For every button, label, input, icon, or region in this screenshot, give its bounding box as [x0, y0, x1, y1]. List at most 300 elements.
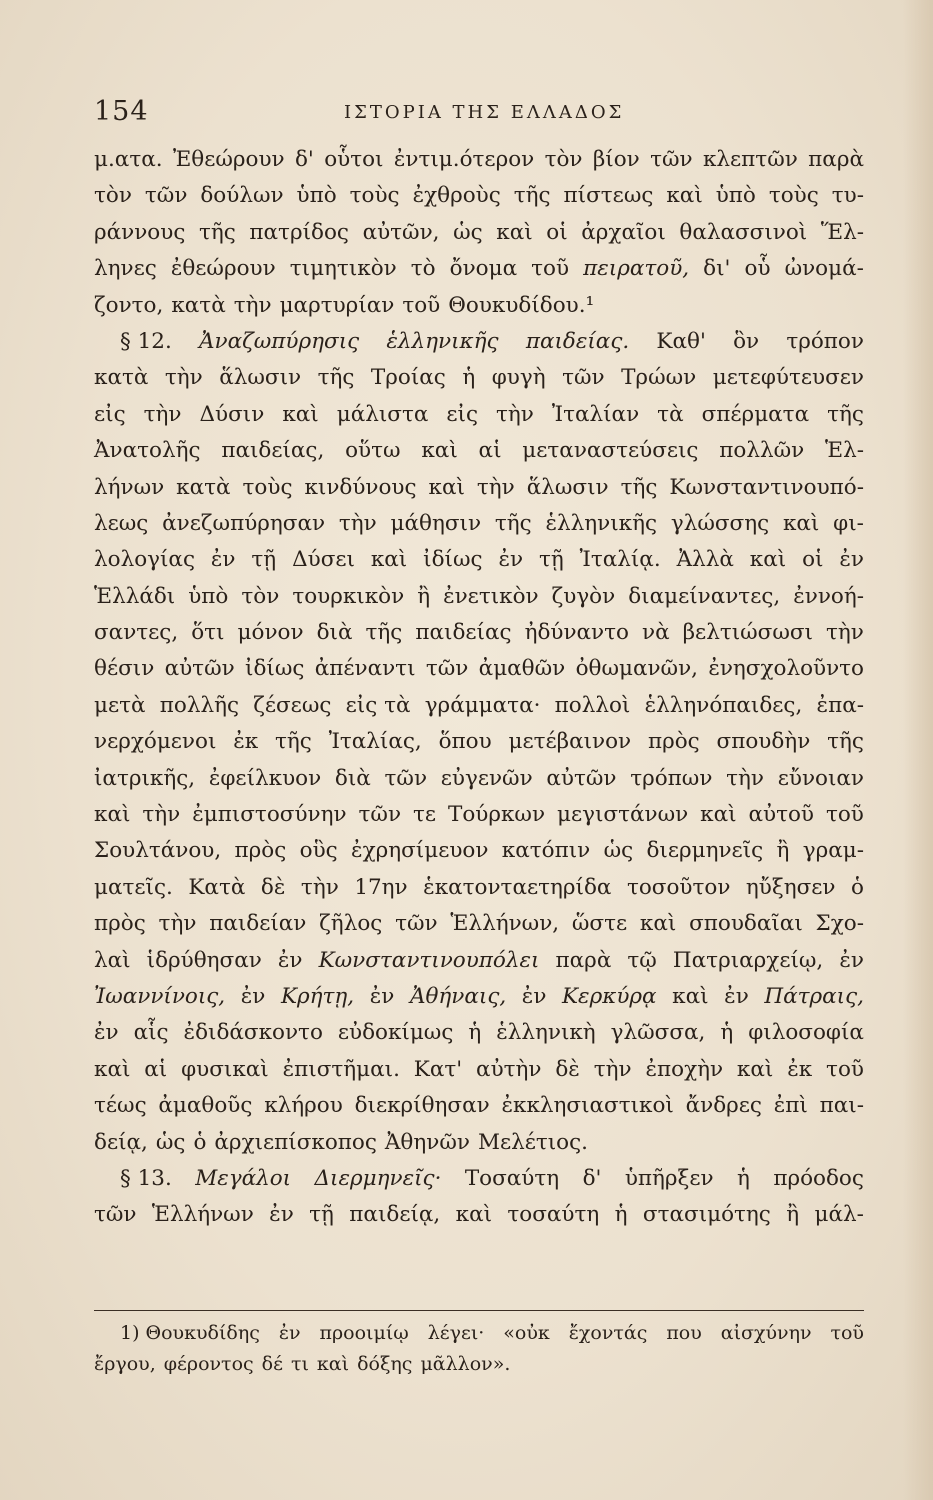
word: διερμηνεῖς [646, 838, 764, 864]
word: Κατ' [413, 1056, 463, 1082]
word: Διερμηνεῖς· [314, 1165, 442, 1191]
word: ὠνομά- [784, 256, 864, 282]
word: τέως [94, 1093, 147, 1119]
word: μάλιστα [336, 401, 429, 427]
word: ὁ [851, 874, 864, 900]
word: ἑλληνικὴ [496, 1020, 596, 1046]
word: πίστεως [563, 183, 654, 209]
word: ὀθωμανῶν, [575, 656, 698, 682]
word: ἀπέναντι [314, 656, 416, 682]
word: ἔχοντάς [568, 1322, 648, 1344]
word: ἐν [240, 983, 266, 1009]
word: ἐν [839, 947, 864, 973]
word: λέγει· [427, 1322, 485, 1344]
word: αἱ [144, 1056, 168, 1082]
word: 17ην [354, 874, 408, 900]
word: μάλ- [814, 1202, 864, 1228]
word: εἰς [446, 401, 478, 427]
word: ζυγὸν [551, 583, 616, 609]
text-line [94, 579, 864, 615]
text-line [94, 433, 864, 469]
word: τὴν [300, 874, 339, 900]
word: ματεῖς. [94, 874, 173, 900]
word: οὗ [744, 256, 771, 282]
word: μαρτυρίαν [279, 292, 395, 318]
word: τὴν [233, 292, 272, 318]
word: δείᾳ, [94, 1129, 148, 1155]
word: τὸν [94, 183, 132, 209]
word: τουρκικὸν [292, 583, 405, 609]
word: κατόπιν [501, 838, 591, 864]
word: τῶν [425, 656, 469, 682]
word: μ.ατα. [94, 147, 163, 172]
word: ἐχρησίμευον [351, 838, 489, 864]
word: δέ [261, 1353, 283, 1375]
word: δὲ [260, 874, 286, 900]
page-edge-shadow [903, 0, 933, 1500]
word: οὓς [299, 838, 338, 864]
word: διὰ [316, 620, 353, 646]
word: λήνων [94, 474, 165, 500]
text-line [94, 797, 864, 833]
word: ζῆλος [319, 911, 383, 937]
word: ἀμαθῶν [478, 656, 566, 682]
word: πολλῶν [719, 438, 805, 464]
word: στασιμότης [642, 1202, 771, 1228]
word: ἑλληνικῆς [545, 510, 658, 536]
word: παρὰ [808, 147, 864, 172]
word: οἱ [802, 547, 824, 573]
word: Ἀναζωπύρησις [199, 328, 360, 354]
word: σπουδαῖαι [689, 911, 803, 937]
word: Δύσιν [199, 401, 265, 427]
word: ἐδιδάσκοντο [183, 1020, 323, 1046]
text-line [94, 288, 864, 324]
word: τῆς [827, 729, 864, 755]
word: ἄνδρες [685, 1093, 762, 1119]
word: τῇ [251, 547, 277, 573]
word: τυ- [831, 183, 864, 209]
word: πρὸς [647, 729, 700, 755]
word: ἐποχὴν [645, 1056, 724, 1082]
word: τὴν [164, 365, 203, 391]
word: νερχόμενοι [94, 729, 217, 755]
word: ὅπου [438, 729, 492, 755]
word: μᾶλλον». [420, 1353, 511, 1375]
word: ἐν [278, 1322, 301, 1344]
word: τοὺς [768, 183, 819, 209]
word: Κωνσταντινουπό- [669, 474, 864, 500]
word: λεως [94, 510, 149, 536]
word: κλήρου [264, 1093, 343, 1119]
word: προοιμίῳ [319, 1322, 409, 1344]
word: Ἰταλίας, [328, 729, 422, 755]
word: «οὐκ [503, 1322, 550, 1344]
word: ἐν [724, 983, 749, 1009]
word: ὑπῆρξεν [624, 1165, 714, 1191]
word: γραμ- [802, 838, 864, 864]
text-line [94, 324, 864, 360]
word: λαὶ [94, 947, 131, 973]
word: ὑπὸ [296, 183, 337, 209]
word: τῷ [627, 947, 657, 973]
word: τοὺς [242, 474, 293, 500]
word: θαλασσινοὶ [679, 219, 808, 245]
word: § 12. [120, 328, 172, 354]
word: Ἀθηνῶν [384, 1129, 470, 1155]
word: Ἀθήναις, [409, 983, 507, 1009]
word: ἐννοή- [793, 583, 864, 609]
word: ἀρχιεπίσκοπος [214, 1129, 377, 1155]
word: ἰδίως [423, 547, 483, 573]
word: τὴν [726, 765, 765, 791]
word: τε [412, 802, 437, 828]
word: καὶ [782, 510, 820, 536]
word: ὄνομα [449, 256, 518, 282]
word: εὐδοκίμως [337, 1020, 454, 1046]
word: γλῶσσα, [610, 1020, 706, 1046]
word: τῶν [650, 147, 693, 172]
word: καὶ [666, 183, 703, 209]
word: τῆς [827, 401, 864, 427]
word: Κρήτῃ, [280, 983, 355, 1009]
text-line [94, 979, 864, 1015]
word: ἠδύναντο [524, 620, 629, 646]
word: καὶ [282, 401, 319, 427]
word: ἐν [839, 547, 864, 573]
word: τοὺς [349, 183, 400, 209]
word: τοσαύτη [507, 1202, 600, 1228]
word: ἡ [462, 365, 476, 391]
word: καὶ [94, 802, 131, 828]
word: τὸν [544, 147, 583, 172]
word: ὁ [193, 1129, 207, 1155]
word: ράννους [94, 219, 186, 245]
word: διὰ [334, 765, 371, 791]
word: ἐφείλκυον [208, 765, 322, 791]
word: Ἑλλήνων [151, 1202, 254, 1228]
word: παιδείαν [209, 911, 307, 937]
word: παιδείας. [525, 328, 630, 354]
word: ὃν [733, 328, 760, 354]
word: καὶ [736, 1056, 774, 1082]
text-line [94, 870, 864, 906]
text-line [94, 688, 864, 724]
word: σπουδὴν [716, 729, 811, 755]
word: καὶ [94, 1056, 131, 1082]
word: οὗτοι [324, 147, 384, 172]
text-line [94, 251, 864, 287]
word: καὶ [428, 474, 465, 500]
word: ἑλληνόπαιδες, [644, 692, 803, 718]
word: λολογίας [94, 547, 195, 573]
word: τι [290, 1353, 309, 1375]
word: ἰδίως [245, 656, 305, 682]
word: πρόοδος [773, 1165, 864, 1191]
word: ἀνεζωπύρησαν [162, 510, 326, 536]
word: ἔργου, [94, 1353, 156, 1375]
text-line [94, 943, 864, 979]
word: εἰς τὰ [345, 692, 411, 718]
running-title: ΙΣΤΟΡΙΑ ΤΗΣ ΕΛΛΑΔΟΣ [344, 102, 625, 123]
word: Ἀλλὰ [676, 547, 734, 573]
word: ὡς [155, 1129, 186, 1155]
word: τοῦ [825, 802, 864, 828]
word: Μεγάλοι [195, 1165, 292, 1191]
word: σαντες, [94, 620, 179, 646]
word: πατρίδος [249, 219, 349, 245]
word: πολλοὶ [554, 692, 631, 718]
word: εἰς [94, 401, 126, 427]
word: ἡ [720, 1020, 734, 1046]
word: κατὰ [94, 365, 149, 391]
word: κατὰ [176, 474, 231, 500]
word: παιδείας, [221, 438, 325, 464]
word: ἐν [94, 1020, 119, 1046]
word: δόξης [357, 1353, 413, 1375]
word: τὴν [338, 510, 377, 536]
word: γλώσσης [670, 510, 770, 536]
text-line [94, 215, 864, 251]
word: γράμματα· [424, 692, 541, 718]
word: μεταναστεύσεις [522, 438, 699, 464]
word: τιμητικὸν [289, 256, 397, 282]
word: Ἑλλήνων, [450, 911, 560, 937]
word: ἐν [269, 1202, 294, 1228]
word: ἢ [776, 838, 790, 864]
main-text [94, 142, 864, 1234]
word: τῇ [309, 1202, 334, 1228]
word: Ἕλ- [820, 219, 864, 245]
word: Κατὰ [188, 874, 246, 900]
word: πρὸς [234, 838, 287, 864]
word: πολλῆς [159, 692, 239, 718]
word: τῆς [620, 474, 658, 500]
word: ἅλωσιν [219, 365, 302, 391]
word: οὕτω [345, 438, 401, 464]
word: τῆς [513, 183, 551, 209]
word: καὶ [455, 1202, 493, 1228]
word: Ἰταλίαν [551, 401, 640, 427]
text-line [94, 506, 864, 542]
word: τοῦ [402, 292, 441, 318]
word: καὶ [672, 983, 709, 1009]
word: ἑλληνικῆς [386, 328, 499, 354]
word: τῶν [358, 802, 402, 828]
word: τοῦ [830, 1322, 864, 1344]
word: τὴν [826, 620, 864, 646]
text-line [94, 178, 864, 214]
word: ἐν [369, 983, 395, 1009]
word: τρόπον [786, 328, 864, 354]
word: καὶ [421, 438, 458, 464]
word: νὰ [642, 620, 670, 646]
word: Πάτραις, [764, 983, 864, 1009]
word: τῶν [395, 911, 438, 937]
word: Καθ' [656, 328, 706, 354]
text-line [94, 724, 864, 760]
word: τῶν [144, 183, 188, 209]
word: καὶ [496, 219, 533, 245]
text-line [94, 1052, 864, 1088]
word: ἐν [498, 547, 524, 573]
text-line [94, 761, 864, 797]
word: εὔνοιαν [777, 765, 864, 791]
word: ἐμπιστοσύνην [192, 802, 347, 828]
word: αὐτῶν [164, 656, 235, 682]
word: τοῦ [826, 1056, 864, 1082]
footnote [94, 1318, 864, 1380]
word: ὑπὸ [188, 583, 229, 609]
word: ἀμαθοῦς [158, 1093, 253, 1119]
text-line [94, 1015, 864, 1051]
word: τῆς [317, 365, 355, 391]
word: Πατριαρχείῳ, [672, 947, 824, 973]
word: δ' [582, 1165, 602, 1191]
word: φυσικαὶ [181, 1056, 269, 1082]
word: κινδύνους [304, 474, 417, 500]
word: ἐκ [787, 1056, 813, 1082]
word: ἢ [786, 1202, 800, 1228]
word: τῆς [365, 620, 403, 646]
text-line [94, 142, 864, 178]
word: τὴν [142, 802, 181, 828]
word: θέσιν [94, 656, 155, 682]
word: τοῦ [531, 256, 570, 282]
word: Τοσαύτη [464, 1165, 560, 1191]
word: φι- [833, 510, 864, 536]
word: τὴν [476, 474, 515, 500]
word: αἰσχύνην [720, 1322, 812, 1344]
word: μετεφύτευσεν [712, 365, 864, 391]
word: ὑπὸ [715, 183, 756, 209]
word: αὐτῶν [546, 765, 617, 791]
word: παρὰ [555, 947, 612, 973]
word: κλεπτῶν [702, 147, 798, 172]
word: τῶν [562, 365, 605, 391]
word: Ἰταλίᾳ. [579, 547, 661, 573]
word: δὲ [555, 1056, 580, 1082]
word: ὡς [453, 219, 483, 245]
word: Ἑλλάδι [94, 583, 176, 609]
word: Σχο- [815, 911, 864, 937]
word: μόνον [237, 620, 304, 646]
word: σπέρματα [701, 401, 810, 427]
word: δούλων [200, 183, 284, 209]
word: Κωνσταντινουπόλει [318, 947, 540, 973]
text-line [94, 833, 864, 869]
word: Κερκύρᾳ [562, 983, 657, 1009]
word: τὸν [241, 583, 280, 609]
footnote-line [94, 1318, 864, 1349]
word: τῶν [94, 1202, 137, 1228]
word: ἐν [277, 947, 303, 973]
word: πρὸς [94, 911, 146, 937]
text-line [94, 615, 864, 651]
word: ἐπα- [816, 692, 864, 718]
word: ἡ [614, 1202, 628, 1228]
word: διαμείναντες, [628, 583, 781, 609]
word: ἐντιμ.ότερον [393, 147, 535, 172]
word: ἡ [468, 1020, 482, 1046]
word: τοσοῦτον [626, 874, 731, 900]
word: ἐπιστῆμαι. [282, 1056, 400, 1082]
word: Τρώων [621, 365, 697, 391]
word: ἅλωσιν [526, 474, 609, 500]
word: μετὰ [94, 692, 146, 718]
word: τὴν [496, 401, 534, 427]
word: ὥστε [571, 911, 628, 937]
word: παιδείας [415, 620, 512, 646]
word: καὶ [316, 1353, 350, 1375]
word: Μελέτιος. [477, 1129, 588, 1155]
word: ἐνησχολοῦντο [708, 656, 864, 682]
word: ὡς [603, 838, 634, 864]
word: τὰ [657, 401, 684, 427]
word: ζέσεως [253, 692, 332, 718]
word: ἐχθροὺς [412, 183, 501, 209]
word: τῆς [494, 510, 532, 536]
word: Τροίας [370, 365, 446, 391]
footnote-line [94, 1349, 864, 1380]
word: βίον [592, 147, 640, 172]
word: ἐθεώρουν [170, 256, 276, 282]
word: αὐτῶν, [362, 219, 440, 245]
word: καὶ [639, 911, 677, 937]
word: οἱ [546, 219, 568, 245]
word: μάθησιν [390, 510, 482, 536]
word: ἡ [737, 1165, 750, 1191]
text-line [94, 1161, 864, 1197]
word: τῆς [275, 729, 312, 755]
word: ἐν [210, 547, 236, 573]
text-line [94, 1088, 864, 1124]
word: 1) Θουκυδίδης [120, 1322, 260, 1344]
word: ἱδρύθησαν [146, 947, 262, 973]
word: τῇ [538, 547, 564, 573]
word: ἐν [521, 983, 547, 1009]
word: Ἐθεώρουν [172, 147, 285, 172]
word: πειρατοῦ, [583, 256, 690, 282]
word: Τούρκων [448, 802, 546, 828]
page-number: 154 [94, 96, 149, 127]
word: ὅτι [191, 620, 225, 646]
word: βελτιώσωσι [682, 620, 813, 646]
word: δ' [294, 147, 314, 172]
word: καὶ [370, 547, 408, 573]
word: Θουκυδίδου.¹ [448, 292, 595, 318]
word: ἐνετικὸν [443, 583, 539, 609]
word: Ἀνατολῆς [94, 438, 201, 464]
footnote-separator [94, 1310, 864, 1311]
word: παιδείᾳ, [349, 1202, 441, 1228]
word: φυγὴ [491, 365, 546, 391]
word: ἑκατονταετηρίδα [423, 874, 612, 900]
word: παι- [819, 1093, 864, 1119]
word: φιλοσοφία [748, 1020, 864, 1046]
word: τῶν [384, 765, 428, 791]
word: ζοντο, [94, 292, 164, 318]
word: μεγιστάνων [557, 802, 689, 828]
word: ἐκκλησιαστικοὶ [501, 1093, 674, 1119]
word: αὐτοῦ [748, 802, 814, 828]
word: ηὔξησεν [745, 874, 836, 900]
word: κατὰ [171, 292, 226, 318]
word: Σουλτάνου, [94, 838, 222, 864]
text-line [94, 360, 864, 396]
word: ληνες [94, 256, 157, 282]
page-header [94, 96, 864, 136]
